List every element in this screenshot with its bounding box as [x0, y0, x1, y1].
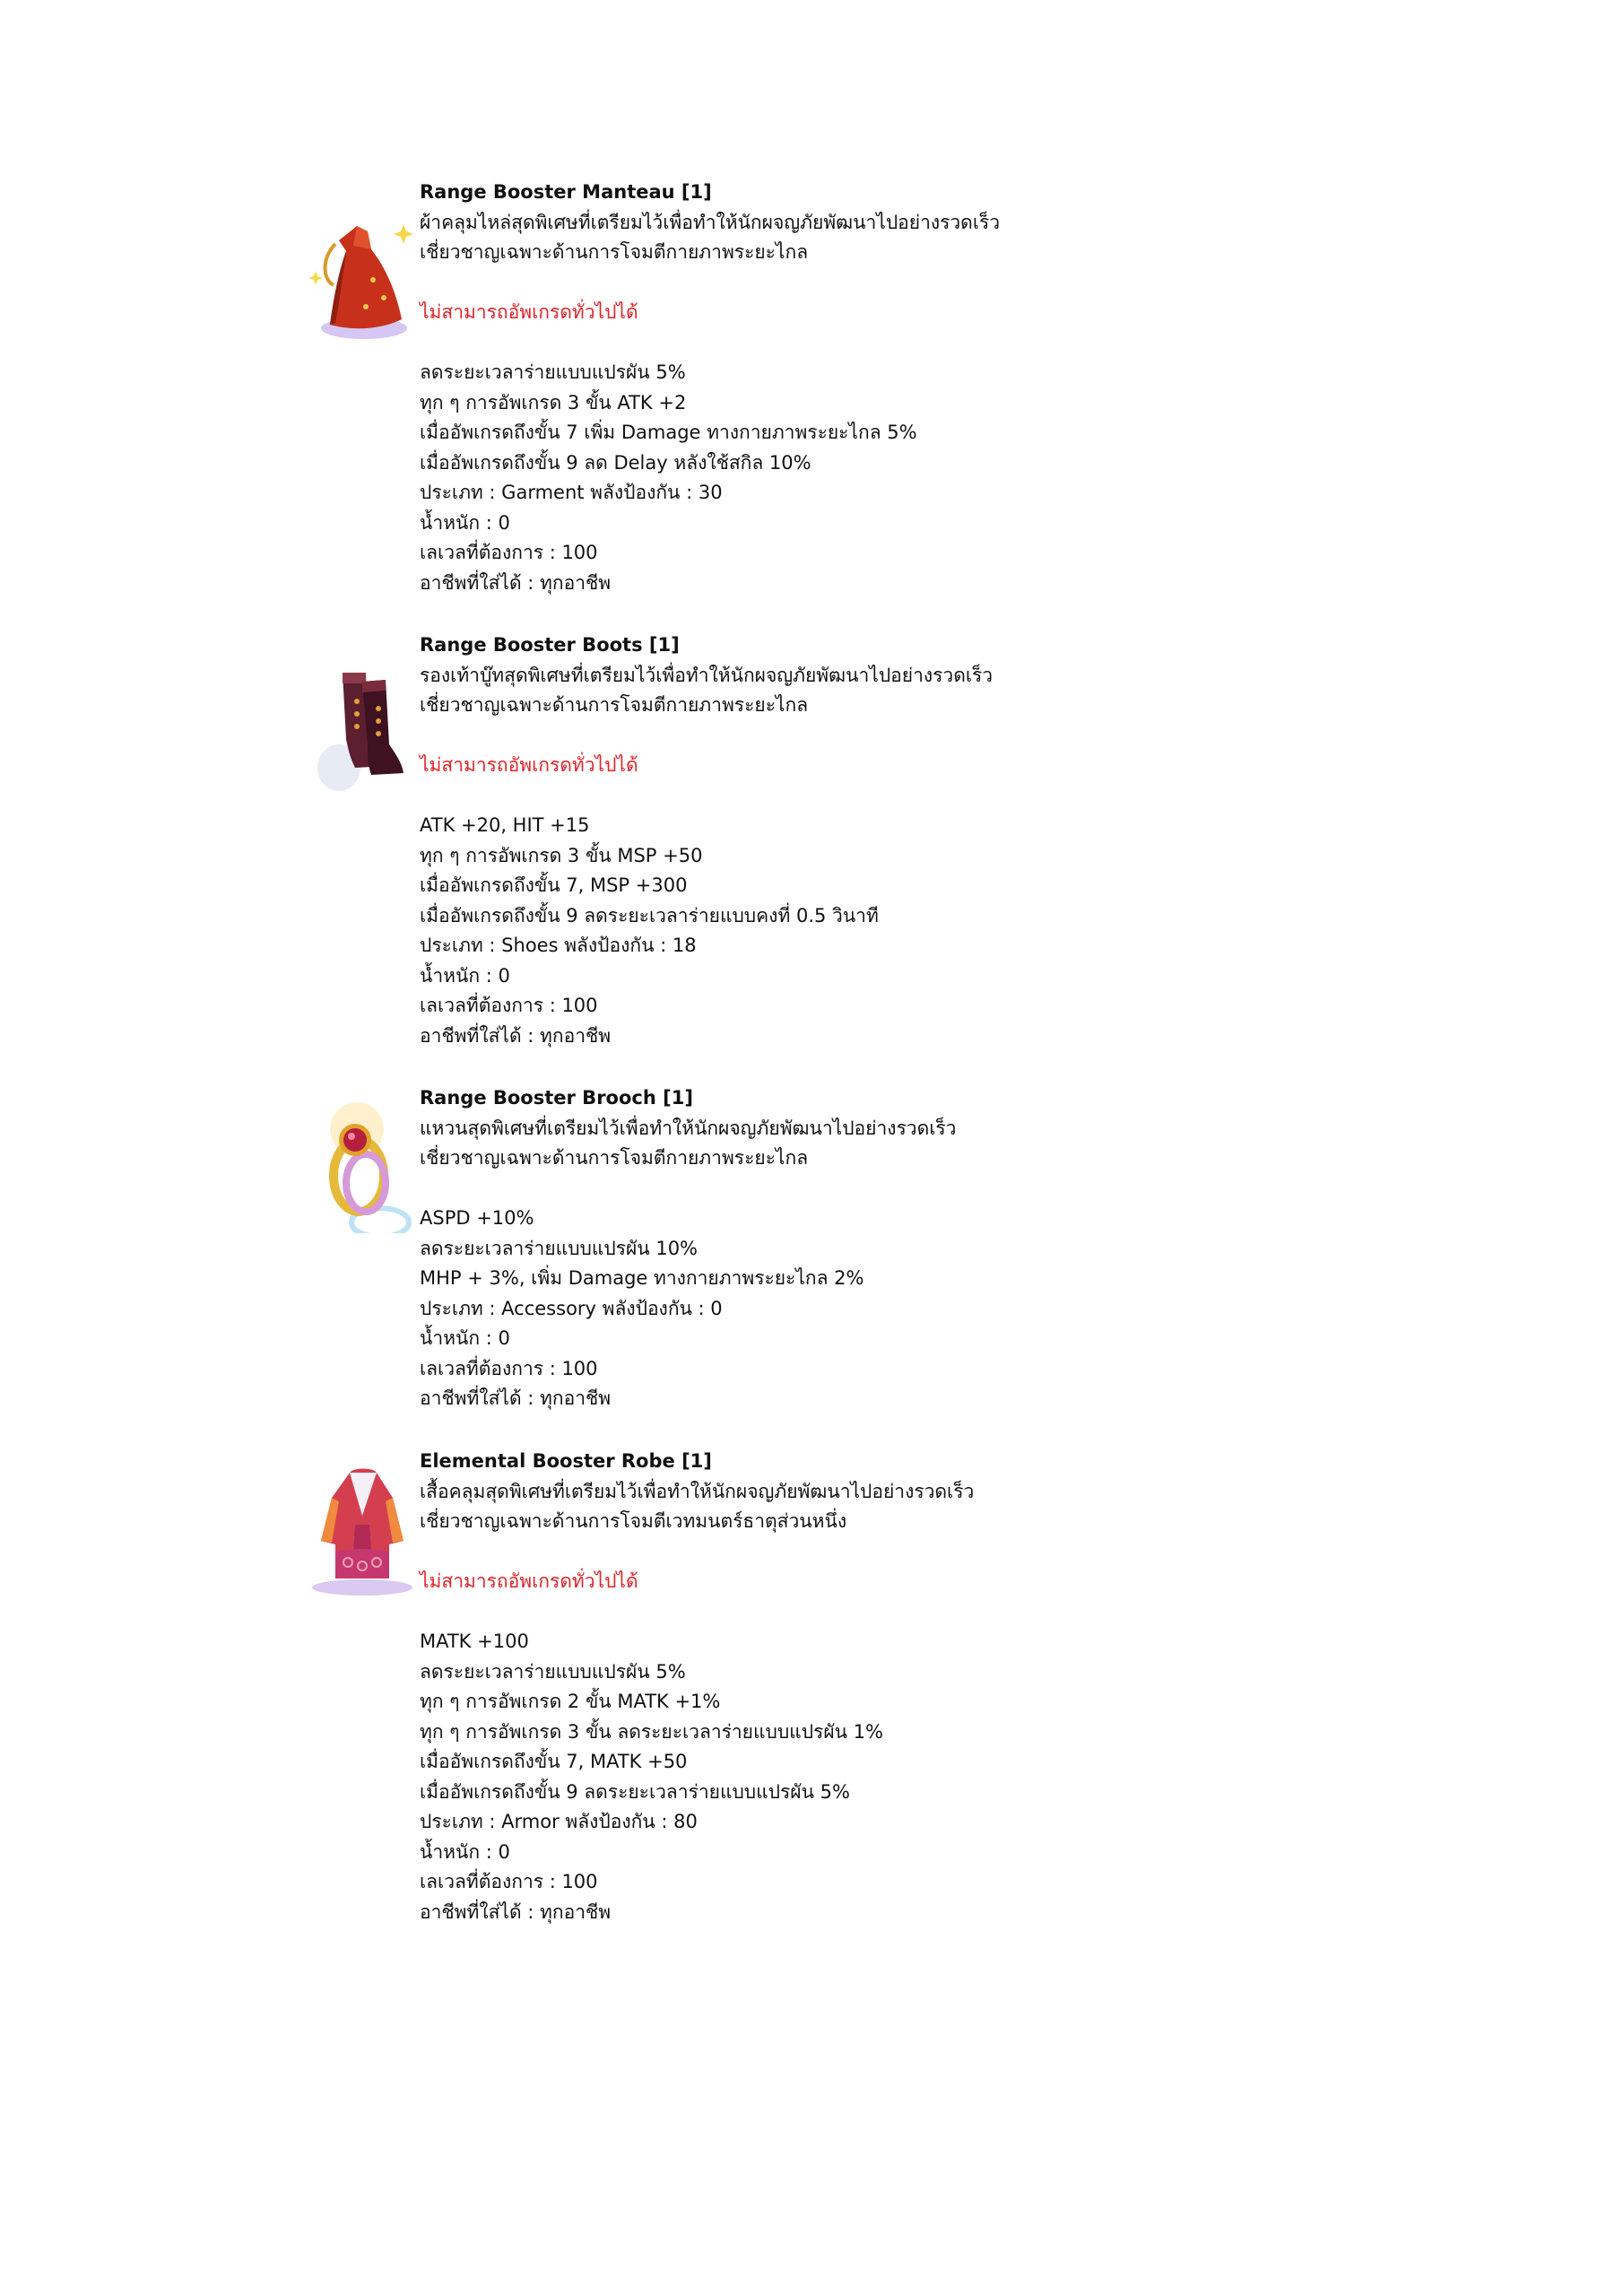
item-stat: ASPD +10%: [420, 1207, 534, 1229]
item-stat: MHP + 3%, เพิ่ม Damage ทางกายภาพระยะไกล 2%: [420, 1267, 864, 1289]
item-stat: เลเวลที่ต้องการ : 100: [420, 1357, 598, 1379]
item-stat: ประเภท : Accessory พลังป้องกัน : 0: [420, 1297, 723, 1319]
item-stat: ประเภท : Garment พลังป้องกัน : 30: [420, 482, 723, 503]
item-stat: เมื่ออัพเกรดถึงขั้น 9 ลด Delay หลังใช้สกิล 10%: [420, 451, 812, 474]
item-stat: น้ำหนัก : 0: [420, 1840, 510, 1863]
item-title: Range Booster Manteau [1]: [420, 181, 712, 203]
item-description: เสื้อคลุมสุดพิเศษที่เตรียมไว้เพื่อทำให้นักผจญภัยพัฒนาไปอย่างรวดเร็ว: [420, 1480, 975, 1502]
item-stat: ประเภท : Shoes พลังป้องกัน : 18: [420, 935, 697, 956]
item-stat: ลดระยะเวลาร่ายแบบแปรผัน 10%: [420, 1237, 699, 1259]
item-stat: เมื่ออัพเกรดถึงขั้น 7 เพิ่ม Damage ทางกายภาพระยะไกล 5%: [420, 422, 917, 443]
item-stat: เลเวลที่ต้องการ : 100: [420, 542, 598, 563]
boots-icon: [303, 662, 420, 796]
item-stat: ATK +20, HIT +15: [420, 814, 590, 836]
robe-icon: [303, 1462, 420, 1596]
item-description: เชี่ยวชาญเฉพาะด้านการโจมตีกายภาพระยะไกล: [420, 241, 809, 263]
item-title: Range Booster Boots [1]: [420, 634, 680, 656]
item-stat: อาชีพที่ใส่ได้ : ทุกอาชีพ: [420, 571, 612, 594]
no-upgrade-warning: ไม่สามารถอัพเกรดทั่วไปได้: [420, 1570, 638, 1592]
item-stat: ทุก ๆ การอัพเกรด 2 ขั้น MATK +1%: [420, 1691, 721, 1712]
ring-icon: [303, 1099, 420, 1233]
item-stat: เมื่ออัพเกรดถึงขั้น 7, MATK +50: [420, 1751, 688, 1772]
item-stat: อาชีพที่ใส่ได้ : ทุกอาชีพ: [420, 1387, 612, 1409]
item-stat: ทุก ๆ การอัพเกรด 3 ขั้น ลดระยะเวลาร่ายแบบแปรผัน 1%: [420, 1720, 883, 1743]
item-stat: เลเวลที่ต้องการ : 100: [420, 1871, 598, 1892]
item-description: เชี่ยวชาญเฉพาะด้านการโจมตีกายภาพระยะไกล: [420, 1147, 809, 1169]
item-stat: เมื่ออัพเกรดถึงขั้น 7, MSP +300: [420, 874, 688, 896]
item-stat: ทุก ๆ การอัพเกรด 3 ขั้น ATK +2: [420, 391, 687, 413]
item-title: Range Booster Brooch [1]: [420, 1087, 693, 1109]
item-description: รองเท้าบู๊ทสุดพิเศษที่เตรียมไว้เพื่อทำให้นักผจญภัยพัฒนาไปอย่างรวดเร็ว: [420, 664, 994, 686]
item-stat: ลดระยะเวลาร่ายแบบแปรผัน 5%: [420, 361, 686, 383]
item-stat: น้ำหนัก : 0: [420, 1327, 510, 1349]
item-stat: ทุก ๆ การอัพเกรด 3 ขั้น MSP +50: [420, 844, 703, 866]
item-stat: MATK +100: [420, 1631, 529, 1652]
item-stat: อาชีพที่ใส่ได้ : ทุกอาชีพ: [420, 1024, 612, 1047]
item-stat: เมื่ออัพเกรดถึงขั้น 9 ลดระยะเวลาร่ายแบบแปรผัน 5%: [420, 1780, 850, 1803]
no-upgrade-warning: ไม่สามารถอัพเกรดทั่วไปได้: [420, 754, 638, 776]
no-upgrade-warning: ไม่สามารถอัพเกรดทั่วไปได้: [420, 301, 638, 323]
item-stat: ลดระยะเวลาร่ายแบบแปรผัน 5%: [420, 1660, 686, 1683]
item-stat: ประเภท : Armor พลังป้องกัน : 80: [420, 1811, 698, 1832]
item-stat: อาชีพที่ใส่ได้ : ทุกอาชีพ: [420, 1900, 612, 1923]
item-description: เชี่ยวชาญเฉพาะด้านการโจมตีเวทมนตร์ธาตุส่วนหนึ่ง: [420, 1510, 847, 1532]
item-description: ผ้าคลุมไหล่สุดพิเศษที่เตรียมไว้เพื่อทำให้นักผจญภัยพัฒนาไปอย่างรวดเร็ว: [420, 211, 1001, 233]
item-stat: เลเวลที่ต้องการ : 100: [420, 995, 598, 1016]
item-title: Elemental Booster Robe [1]: [420, 1450, 712, 1472]
item-stat: น้ำหนัก : 0: [420, 964, 510, 987]
item-stat: น้ำหนัก : 0: [420, 511, 510, 534]
item-stat: เมื่ออัพเกรดถึงขั้น 9 ลดระยะเวลาร่ายแบบคงที่ 0.5 วินาที: [420, 904, 879, 926]
item-description: แหวนสุดพิเศษที่เตรียมไว้เพื่อทำให้นักผจญภัยพัฒนาไปอย่างรวดเร็ว: [420, 1117, 957, 1139]
item-description: เชี่ยวชาญเฉพาะด้านการโจมตีกายภาพระยะไกล: [420, 694, 809, 716]
manteau-icon: [303, 208, 420, 343]
